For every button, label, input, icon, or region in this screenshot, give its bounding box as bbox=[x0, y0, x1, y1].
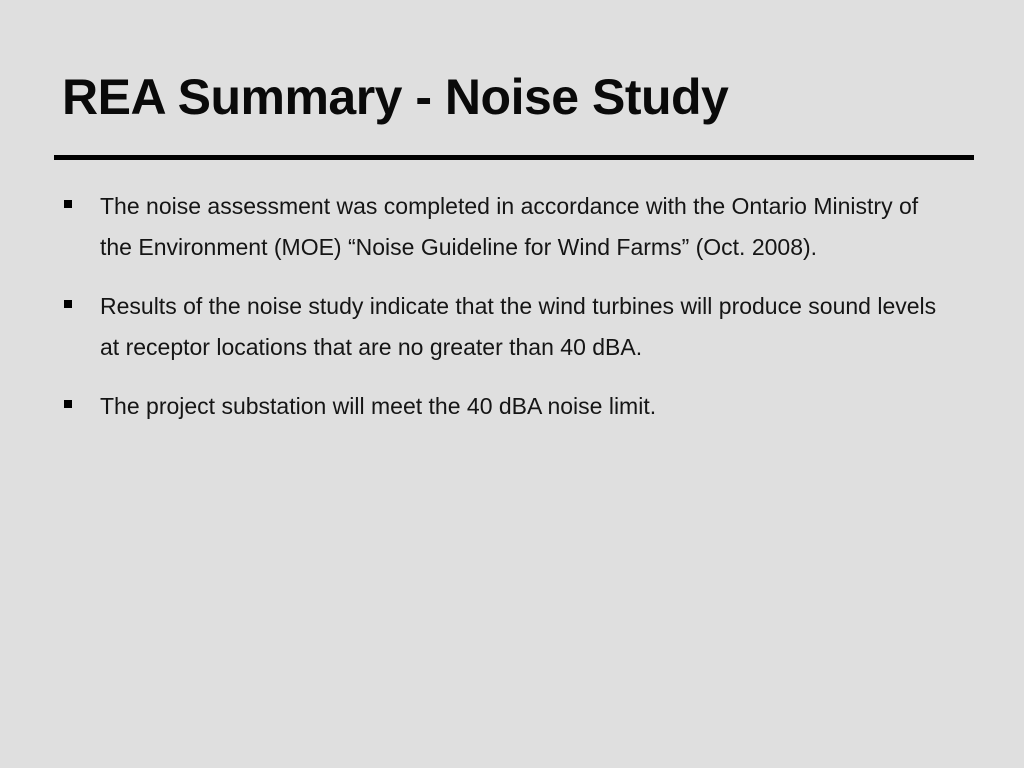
bullet-text: The noise assessment was completed in accordance with the Ontario Ministry of the Environment (MOE) “Noise Guideline for Wind Farms” (Oct. 2008). bbox=[100, 193, 919, 260]
bullet-item bbox=[60, 186, 940, 268]
square-bullet-icon bbox=[64, 200, 72, 208]
bullet-text: The project substation will meet the 40 dBA noise limit. bbox=[100, 393, 657, 419]
slide-title: REA Summary - Noise Study bbox=[62, 69, 729, 125]
bullet-list bbox=[60, 186, 940, 445]
square-bullet-icon bbox=[64, 300, 72, 308]
bullet-text: Results of the noise study indicate that the wind turbines will produce sound levels at receptor locations that are no greater than 40 dBA. bbox=[100, 293, 937, 360]
title-divider bbox=[54, 155, 974, 160]
square-bullet-icon bbox=[64, 400, 72, 408]
bullet-item bbox=[60, 386, 940, 427]
bullet-item bbox=[60, 286, 940, 368]
